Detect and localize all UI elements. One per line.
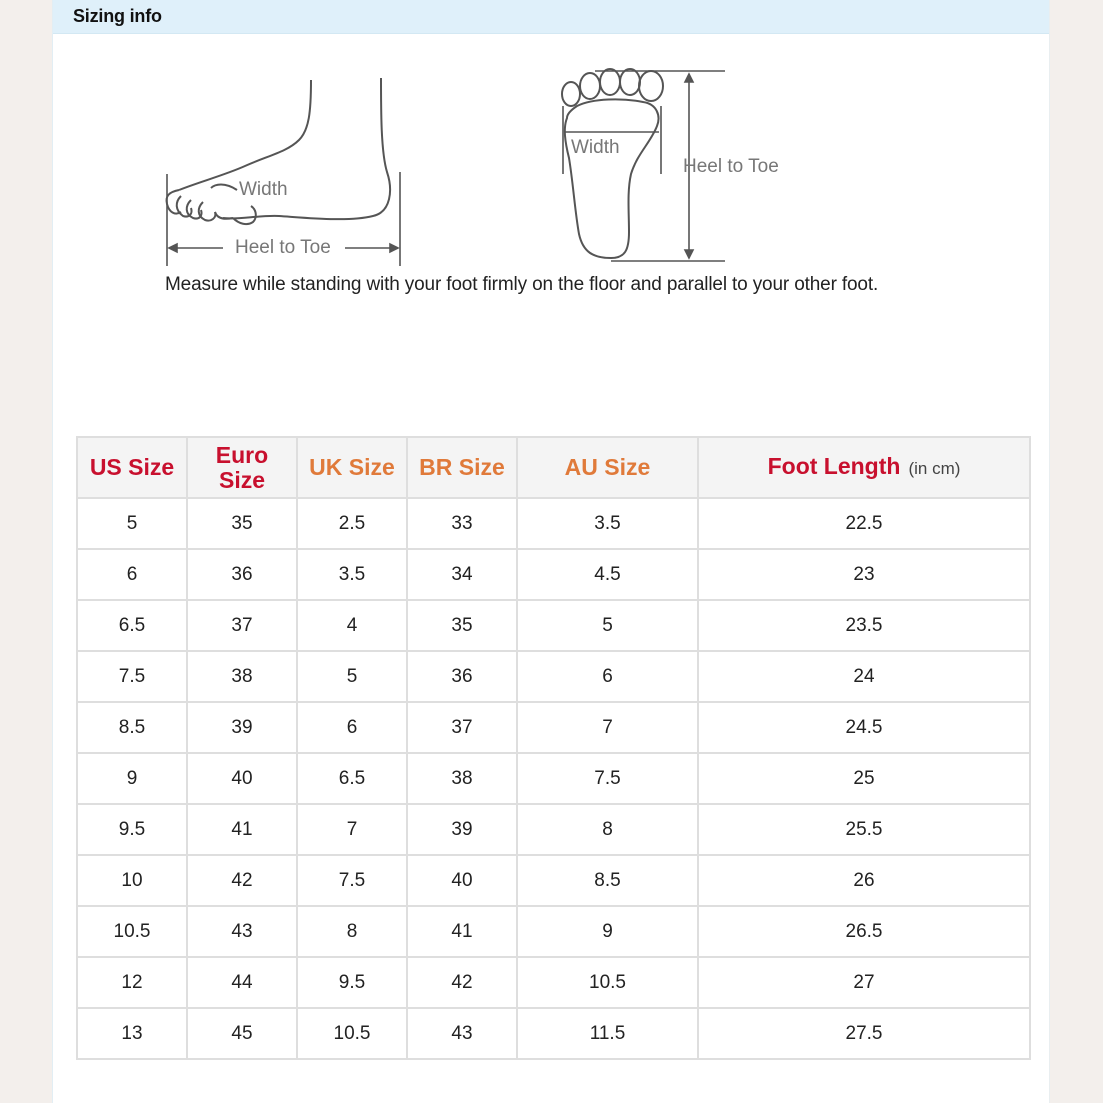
cell-us: 6.5 bbox=[77, 600, 187, 651]
table-row bbox=[77, 702, 1030, 753]
cell-us: 13 bbox=[77, 1008, 187, 1059]
cell-us: 5 bbox=[77, 498, 187, 549]
cell-br: 37 bbox=[407, 702, 517, 753]
cell-euro: 39 bbox=[187, 702, 297, 753]
section-header bbox=[53, 0, 1049, 34]
cell-uk: 6 bbox=[297, 702, 407, 753]
cell-uk: 8 bbox=[297, 906, 407, 957]
table-row bbox=[77, 498, 1030, 549]
cell-au: 4.5 bbox=[517, 549, 698, 600]
cell-br: 43 bbox=[407, 1008, 517, 1059]
cell-us: 12 bbox=[77, 957, 187, 1008]
cell-uk: 7.5 bbox=[297, 855, 407, 906]
table-header-row bbox=[77, 437, 1030, 498]
cell-us: 6 bbox=[77, 549, 187, 600]
cell-uk: 9.5 bbox=[297, 957, 407, 1008]
table-row bbox=[77, 549, 1030, 600]
cell-uk: 6.5 bbox=[297, 753, 407, 804]
cell-euro: 45 bbox=[187, 1008, 297, 1059]
side-view-foot-diagram bbox=[159, 72, 419, 272]
table-row bbox=[77, 957, 1030, 1008]
cell-foot-length: 24 bbox=[698, 651, 1030, 702]
col-header-foot-length: Foot Length (in cm) bbox=[698, 437, 1030, 498]
cell-au: 8.5 bbox=[517, 855, 698, 906]
cell-euro: 40 bbox=[187, 753, 297, 804]
table-row bbox=[77, 600, 1030, 651]
cell-au: 5 bbox=[517, 600, 698, 651]
cell-uk: 10.5 bbox=[297, 1008, 407, 1059]
cell-br: 35 bbox=[407, 600, 517, 651]
cell-au: 7 bbox=[517, 702, 698, 753]
cell-au: 6 bbox=[517, 651, 698, 702]
col-header-us: US Size bbox=[77, 437, 187, 498]
cell-br: 33 bbox=[407, 498, 517, 549]
top-view-foot-diagram bbox=[553, 62, 813, 267]
cell-foot-length: 23 bbox=[698, 549, 1030, 600]
cell-br: 39 bbox=[407, 804, 517, 855]
cell-uk: 7 bbox=[297, 804, 407, 855]
cell-us: 8.5 bbox=[77, 702, 187, 753]
sizing-info-panel bbox=[52, 0, 1050, 1103]
size-chart-table bbox=[76, 436, 1031, 1060]
cell-br: 40 bbox=[407, 855, 517, 906]
cell-foot-length: 24.5 bbox=[698, 702, 1030, 753]
cell-br: 42 bbox=[407, 957, 517, 1008]
col-header-euro: Euro Size bbox=[187, 437, 297, 498]
cell-euro: 38 bbox=[187, 651, 297, 702]
cell-foot-length: 22.5 bbox=[698, 498, 1030, 549]
section-title: Sizing info bbox=[73, 6, 162, 26]
cell-au: 10.5 bbox=[517, 957, 698, 1008]
table-row bbox=[77, 753, 1030, 804]
measure-instruction: Measure while standing with your foot firmly on the floor and parallel to your other foot. bbox=[165, 274, 879, 295]
cell-euro: 44 bbox=[187, 957, 297, 1008]
col-header-br: BR Size bbox=[407, 437, 517, 498]
cell-au: 3.5 bbox=[517, 498, 698, 549]
cell-foot-length: 25 bbox=[698, 753, 1030, 804]
table-row bbox=[77, 804, 1030, 855]
col-header-au: AU Size bbox=[517, 437, 698, 498]
cell-us: 9.5 bbox=[77, 804, 187, 855]
cell-foot-length: 27 bbox=[698, 957, 1030, 1008]
cell-euro: 35 bbox=[187, 498, 297, 549]
cell-uk: 5 bbox=[297, 651, 407, 702]
table-row bbox=[77, 651, 1030, 702]
cell-br: 41 bbox=[407, 906, 517, 957]
cell-br: 34 bbox=[407, 549, 517, 600]
cell-foot-length: 25.5 bbox=[698, 804, 1030, 855]
cell-us: 7.5 bbox=[77, 651, 187, 702]
cell-us: 10 bbox=[77, 855, 187, 906]
cell-us: 10.5 bbox=[77, 906, 187, 957]
cell-us: 9 bbox=[77, 753, 187, 804]
cell-au: 7.5 bbox=[517, 753, 698, 804]
cell-au: 8 bbox=[517, 804, 698, 855]
table-row bbox=[77, 906, 1030, 957]
top-width-label: Width bbox=[571, 137, 620, 158]
side-width-label: Width bbox=[239, 179, 288, 200]
cell-au: 11.5 bbox=[517, 1008, 698, 1059]
cell-euro: 41 bbox=[187, 804, 297, 855]
cell-foot-length: 23.5 bbox=[698, 600, 1030, 651]
col-header-uk: UK Size bbox=[297, 437, 407, 498]
cell-foot-length: 26.5 bbox=[698, 906, 1030, 957]
top-length-label: Heel to Toe bbox=[683, 156, 779, 177]
unit-note: (in cm) bbox=[908, 459, 961, 478]
cell-foot-length: 26 bbox=[698, 855, 1030, 906]
cell-br: 38 bbox=[407, 753, 517, 804]
cell-uk: 2.5 bbox=[297, 498, 407, 549]
cell-euro: 42 bbox=[187, 855, 297, 906]
table-row bbox=[77, 1008, 1030, 1059]
table-row bbox=[77, 855, 1030, 906]
cell-au: 9 bbox=[517, 906, 698, 957]
cell-euro: 37 bbox=[187, 600, 297, 651]
cell-euro: 36 bbox=[187, 549, 297, 600]
cell-uk: 4 bbox=[297, 600, 407, 651]
cell-br: 36 bbox=[407, 651, 517, 702]
side-length-label: Heel to Toe bbox=[235, 237, 331, 258]
cell-foot-length: 27.5 bbox=[698, 1008, 1030, 1059]
cell-euro: 43 bbox=[187, 906, 297, 957]
cell-uk: 3.5 bbox=[297, 549, 407, 600]
